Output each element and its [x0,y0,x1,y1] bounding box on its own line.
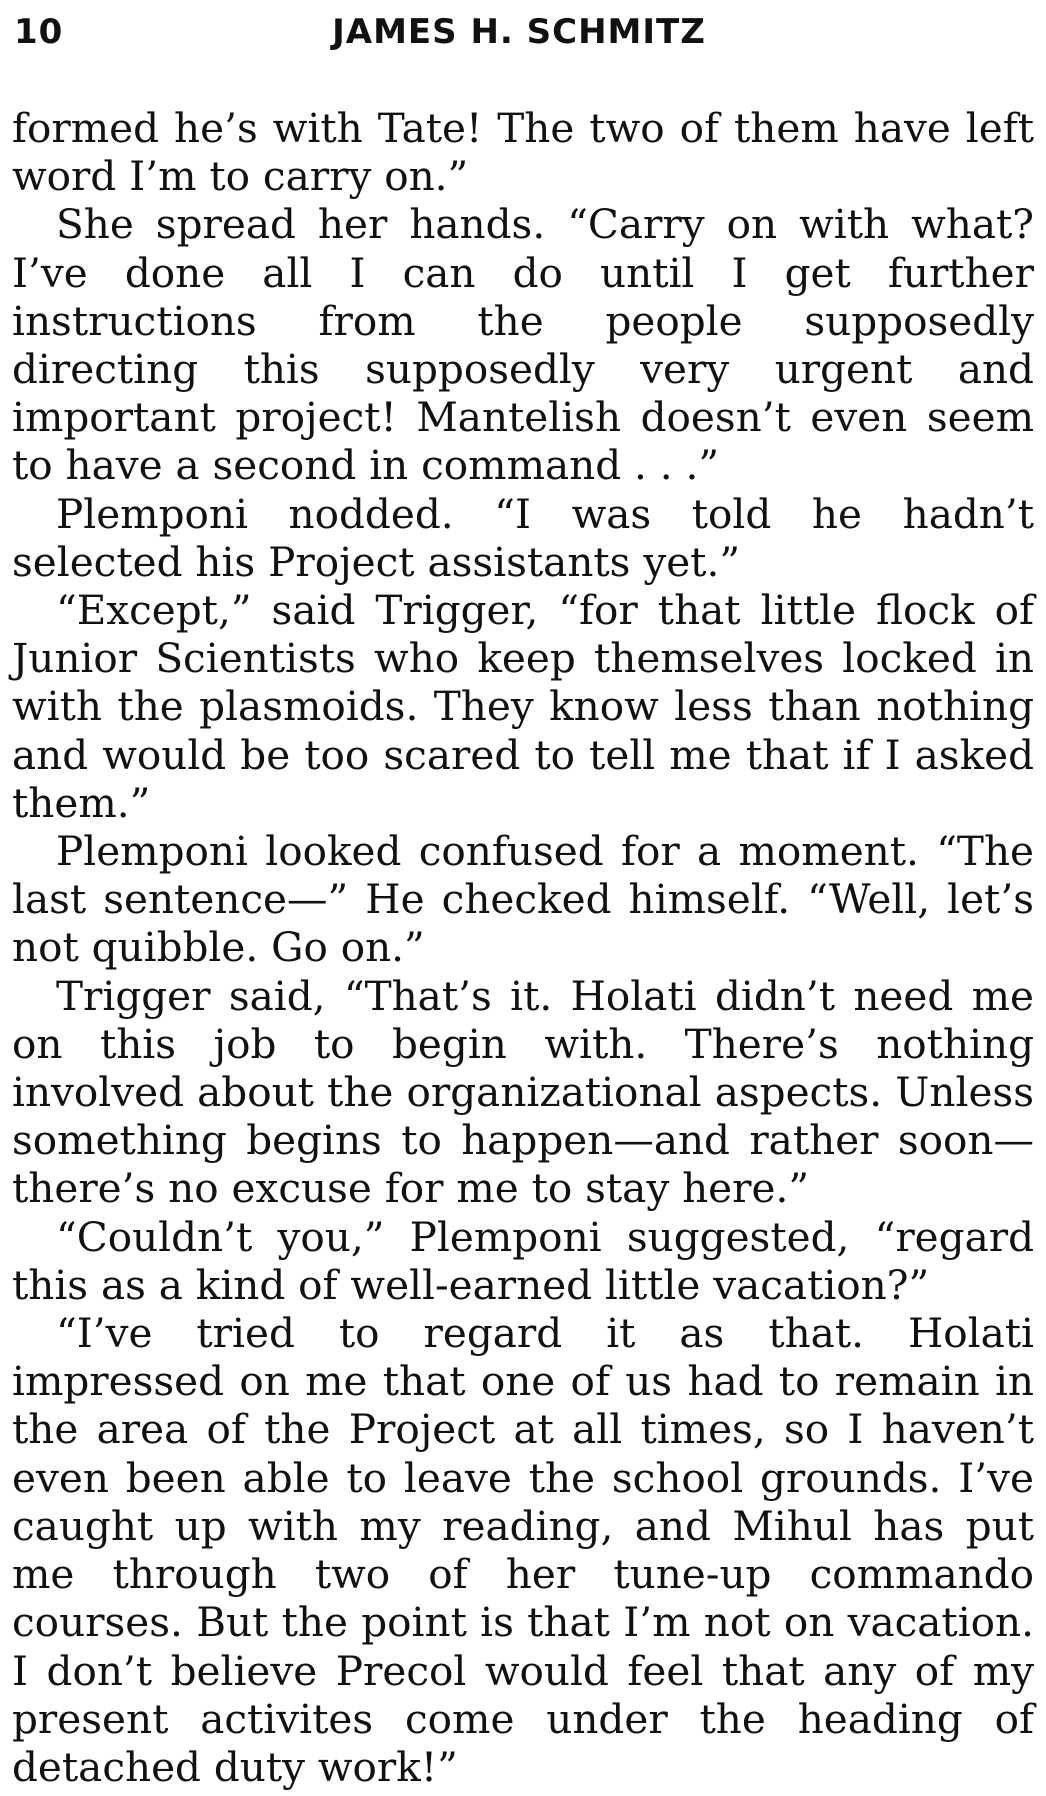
paragraph: Plemponi nodded. “I was told he hadn’t selected his Project assistants yet.” [12,489,1034,586]
body-text [12,104,1034,1791]
paragraph: “Couldn’t you,” Plemponi suggested, “regard this as a kind of well-earned little vacation?” [12,1212,1034,1309]
paragraph: “Except,” said Trigger, “for that little flock of Junior Scientists who keep themselves locked in with the plasmoids. They know less than nothing and would be too scared to tell me that if I asked them.” [12,586,1034,827]
paragraph: formed he’s with Tate! The two of them have left word I’m to carry on.” [12,104,1034,201]
running-head-author: JAMES H. SCHMITZ [332,12,706,52]
paragraph: Trigger said, “That’s it. Holati didn’t need me on this job to begin with. There’s nothing involved about the organizational aspects. Unless something begins to happen—and rather soon—there’s no excuse for me to stay here.” [12,971,1034,1213]
paragraph: She spread her hands. “Carry on with what? I’ve done all I can do until I get further instructions from the people supposedly directing this supposedly very urgent and important project! Mantelish doesn’t even seem to have a second in command . . .” [12,200,1034,490]
paragraph: Plemponi looked confused for a moment. “The last sentence—” He checked himself. “Well, let’s not quibble. Go on.” [12,827,1034,972]
paragraph: “I’ve tried to regard it as that. Holati impressed on me that one of us had to remain in the area of the Project at all times, so I haven’t even been able to leave the school grounds. I’ve caught up with my reading, and Mihul has put me through two of her tune-up commando courses. But the point is that I’m not on vacation. I don’t believe Precol would feel that any of my present activites come under the heading of detached duty work!” [12,1309,1034,1791]
page-number: 10 [14,12,64,52]
page-header [14,8,1024,66]
